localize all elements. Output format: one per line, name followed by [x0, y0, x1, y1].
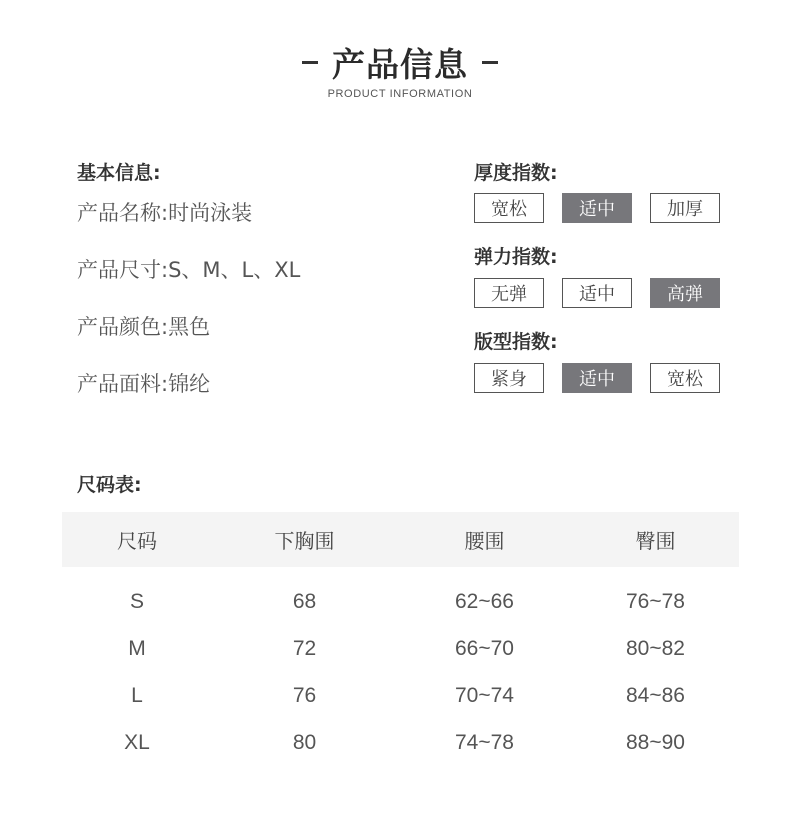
header-cell-waist: 腰围	[464, 529, 505, 553]
table-cell: S	[129, 589, 144, 613]
header-cell-hip: 臀围	[635, 529, 676, 553]
table-cell: 66~70	[455, 636, 514, 660]
table-cell: 70~74	[455, 683, 514, 707]
size-table-body	[62, 567, 739, 766]
table-cell: 80~82	[626, 636, 685, 660]
info-key: 产品尺寸:	[77, 258, 169, 282]
title-row	[0, 38, 800, 86]
fit-option-loose: 宽松	[650, 363, 720, 393]
table-cell: 76	[292, 683, 317, 707]
page-title: 产品信息	[332, 44, 468, 84]
size-chart-label: 尺码表:	[77, 474, 142, 496]
table-cell: 76~78	[626, 589, 685, 613]
elasticity-option-high: 高弹	[650, 278, 720, 308]
header-cell-underbust: 下胸围	[274, 529, 335, 553]
table-row	[62, 672, 739, 719]
thickness-label: 厚度指数:	[474, 162, 558, 184]
table-cell: XL	[124, 730, 150, 754]
info-value: 锦纶	[168, 372, 211, 396]
size-table	[62, 512, 739, 766]
elasticity-option-medium: 适中	[562, 278, 632, 308]
info-line-size	[77, 254, 300, 284]
info-key: 产品名称:	[77, 201, 169, 225]
info-key: 产品颜色:	[77, 315, 169, 339]
info-line-name	[77, 197, 252, 227]
info-key: 产品面料:	[77, 372, 169, 396]
thickness-option-loose: 宽松	[474, 193, 544, 223]
info-line-color	[77, 311, 210, 341]
thickness-option-thick: 加厚	[650, 193, 720, 223]
elasticity-options	[474, 278, 720, 308]
info-value: 黑色	[168, 315, 211, 339]
table-cell: 74~78	[455, 730, 514, 754]
basic-info-label: 基本信息:	[77, 162, 161, 184]
title-dash-left	[302, 61, 318, 64]
info-value: 时尚泳装	[168, 201, 253, 225]
fit-options	[474, 363, 720, 393]
table-cell: 88~90	[626, 730, 685, 754]
header	[0, 38, 800, 100]
table-row	[62, 625, 739, 672]
thickness-options	[474, 193, 720, 223]
thickness-option-medium: 适中	[562, 193, 632, 223]
fit-option-tight: 紧身	[474, 363, 544, 393]
table-cell: 62~66	[455, 589, 514, 613]
table-cell: 68	[292, 589, 317, 613]
info-value: S、M、L、XL	[168, 258, 301, 282]
size-table-header	[62, 512, 739, 567]
table-cell: 80	[292, 730, 317, 754]
table-cell: M	[128, 636, 146, 660]
fit-label: 版型指数:	[474, 331, 558, 353]
table-cell: L	[131, 683, 143, 707]
info-line-fabric	[77, 368, 210, 398]
table-cell: 84~86	[626, 683, 685, 707]
fit-option-medium: 适中	[562, 363, 632, 393]
header-cell-size: 尺码	[117, 529, 157, 553]
elasticity-label: 弹力指数:	[474, 246, 558, 268]
page-subtitle: PRODUCT INFORMATION	[327, 88, 473, 100]
table-row	[62, 719, 739, 766]
title-dash-right	[482, 61, 498, 64]
table-cell: 72	[292, 636, 317, 660]
table-row	[62, 578, 739, 625]
elasticity-option-none: 无弹	[474, 278, 544, 308]
